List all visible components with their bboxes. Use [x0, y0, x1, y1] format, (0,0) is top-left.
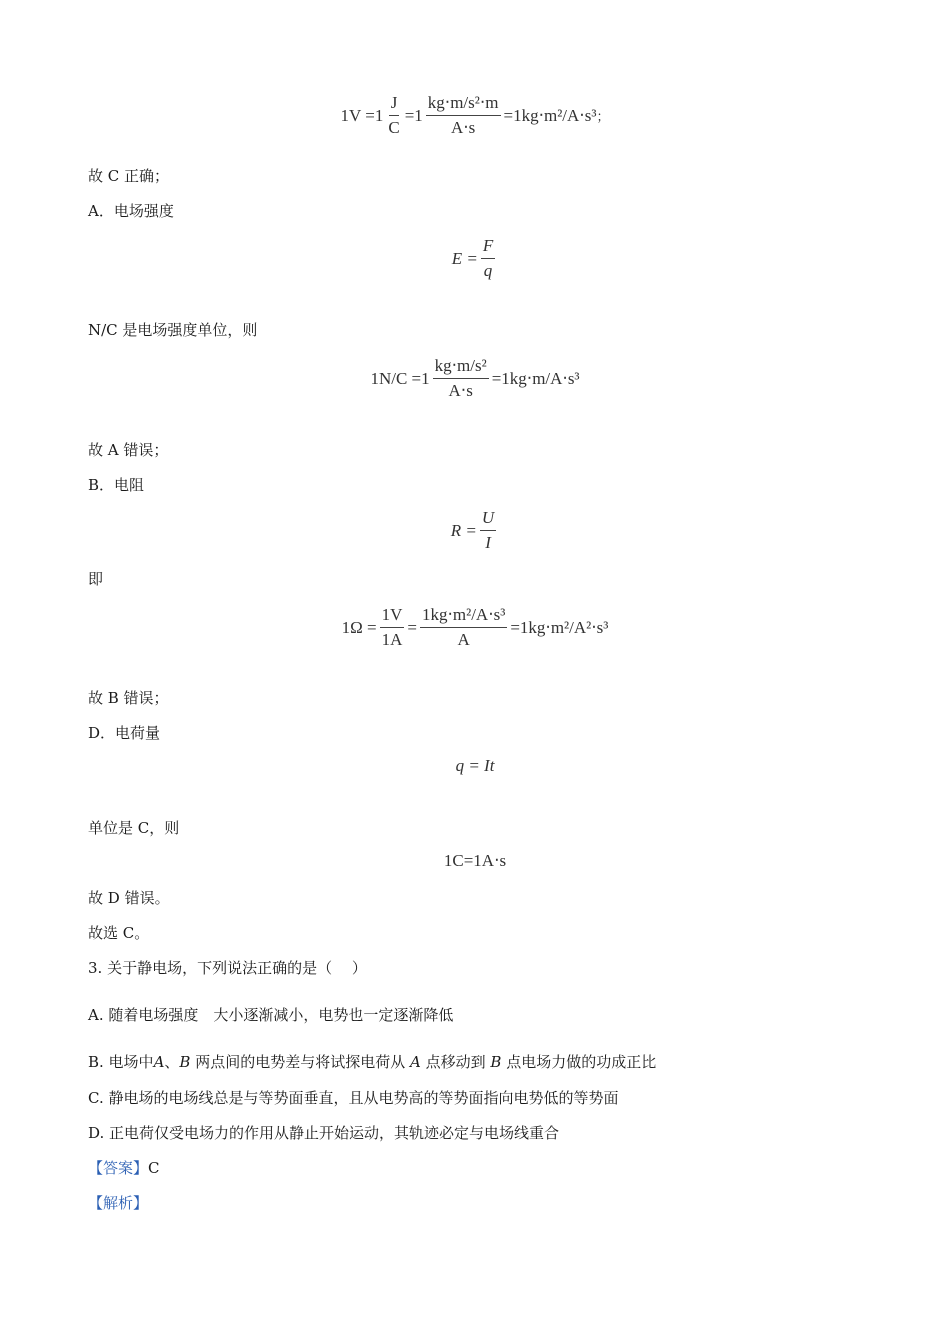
formula-text: E = [451, 248, 478, 268]
question-3-option-c: C. 静电场的电场线总是与等势面垂直，且从电势高的等势面指向电势低的等势面 [88, 1089, 619, 1107]
a-title-line: A．电场强度 [88, 202, 174, 220]
fraction-denominator: 1A [381, 630, 403, 649]
option-text: B. 电场中 [88, 1053, 154, 1071]
point-b-label: B [490, 1053, 502, 1071]
d-title-line: D．电荷量 [88, 724, 161, 742]
formula-text: = [407, 617, 417, 637]
fraction-numerator: kg‧m/s² [433, 356, 489, 379]
unit-c-line: 单位是 C，则 [88, 819, 180, 837]
formula-text: =1kg‧m²/A²‧s³ [510, 617, 609, 637]
field-strength-formula [0, 236, 950, 281]
ohm-unit-formula [0, 605, 950, 650]
choose-c-line: 故选 C。 [88, 924, 150, 942]
option-text: 点移动到 [420, 1053, 491, 1071]
fraction [386, 93, 401, 138]
option-text: 两点间的电势差与将试探电荷从 [190, 1053, 410, 1071]
resistance-formula [0, 508, 950, 553]
a-wrong-line: 故 A 错误； [88, 441, 169, 459]
option-text: 、 [164, 1053, 180, 1071]
formula-text: 1V =1 [340, 105, 384, 125]
question-3-option-d: D. 正电荷仅受电场力的作用从静止开始运动，其轨迹必定与电场线重合 [88, 1124, 560, 1142]
fraction [420, 605, 507, 650]
volt-unit-formula [0, 93, 950, 138]
formula-text: R = [450, 520, 477, 540]
formula-text: q = It [455, 756, 495, 775]
point-a-label: A [410, 1053, 421, 1071]
formula-text: =1kg‧m/A‧s³ [491, 368, 580, 388]
formula-punctuation: ； [596, 109, 610, 124]
question-3-option-a: A. 随着电场强度 大小逐渐减小，电势也一定逐渐降低 [88, 1006, 454, 1024]
b-title-line: B．电阻 [88, 476, 145, 494]
fraction [426, 93, 501, 138]
fraction-numerator: kg‧m/s²‧m [426, 93, 501, 116]
answer-line [88, 1158, 160, 1178]
analysis-line [88, 1193, 148, 1213]
formula-text: =1 [404, 105, 423, 125]
fraction [480, 508, 496, 553]
fraction [433, 356, 489, 401]
fraction-numerator: F [481, 236, 495, 259]
answer-tag: 【答案】 [88, 1159, 149, 1177]
analysis-tag: 【解析】 [88, 1194, 149, 1212]
fraction-denominator: I [485, 533, 491, 552]
fraction-numerator: U [480, 508, 496, 531]
fraction-denominator: A‧s [451, 118, 476, 137]
d-wrong-line: 故 D 错误。 [88, 889, 170, 907]
answer-value: C [148, 1159, 160, 1177]
formula-text: 1C=1A‧s [443, 851, 507, 870]
formula-text: 1Ω = [341, 617, 377, 637]
b-wrong-line: 故 B 错误； [88, 689, 169, 707]
ji-line: 即 [88, 570, 104, 588]
point-b-label: B [179, 1053, 191, 1071]
c-correct-line: 故 C 正确； [88, 167, 170, 185]
point-a-label: A [153, 1053, 165, 1071]
fraction-numerator: J [389, 93, 400, 116]
fraction [380, 605, 405, 650]
fraction-denominator: q [483, 261, 493, 280]
nc-unit-formula [0, 356, 950, 401]
formula-text: 1N/C =1 [370, 368, 430, 388]
fraction [481, 236, 495, 281]
fraction-denominator: C [388, 118, 400, 137]
fraction-numerator: 1V [380, 605, 405, 628]
fraction-denominator: A [457, 630, 470, 649]
formula-text: =1kg‧m²/A‧s³ [503, 105, 597, 125]
fraction-denominator: A‧s [448, 381, 473, 400]
charge-formula [0, 756, 950, 776]
coulomb-formula [0, 851, 950, 871]
question-3-option-b [88, 1052, 656, 1072]
nc-desc-line: N/C 是电场强度单位，则 [88, 321, 258, 339]
question-3-stem: 3. 关于静电场，下列说法正确的是（ ） [88, 959, 367, 977]
fraction-numerator: 1kg‧m²/A‧s³ [420, 605, 507, 628]
option-text: 点电场力做的功成正比 [501, 1053, 657, 1071]
